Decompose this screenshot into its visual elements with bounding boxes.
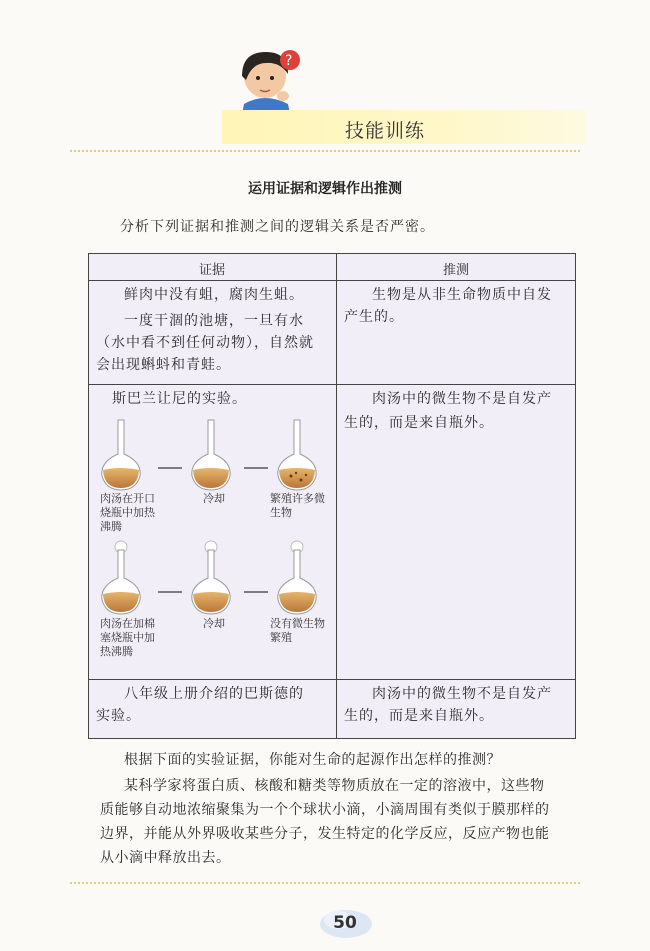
flask-open-microbes: [278, 420, 316, 490]
evidence-line: 会出现蝌蚪和青蛙。: [96, 357, 231, 373]
inference-line: 产生的。: [344, 309, 404, 325]
page-section-label: 技能训练: [345, 120, 426, 142]
caption-line: 肉汤在开口: [100, 492, 155, 505]
inference-cell: [344, 388, 570, 434]
caption-line: 沸腾: [100, 520, 122, 533]
svg-text:?: ?: [285, 53, 293, 69]
table-row-rule: [88, 384, 576, 385]
intro-text: 分析下列证据和推测之间的逻辑关系是否严密。: [120, 219, 435, 235]
page-number: 50: [333, 913, 357, 933]
inference-line: 肉汤中的微生物不是自发产: [372, 391, 552, 407]
flask-stoppered-cooling: [192, 541, 230, 614]
caption-line: 冷却: [203, 617, 225, 630]
inference-line: 生的，而是来自瓶外。: [344, 708, 494, 724]
open-flask-experiment-diagram: [96, 418, 332, 492]
caption-line: 生物: [270, 506, 292, 519]
stoppered-flask-experiment-diagram: [96, 540, 332, 616]
caption-line: 冷却: [203, 492, 225, 505]
body-line: 从小滴中释放出去。: [100, 850, 231, 866]
caption-line: 肉汤在加棉: [100, 617, 155, 630]
evidence-title: 斯巴兰让尼的实验。: [112, 391, 247, 407]
evidence-line: 实验。: [96, 708, 141, 724]
body-paragraph: [100, 774, 570, 870]
caption-open-boil: [100, 492, 155, 534]
evidence-line: 鲜肉中没有蛆，腐肉生蛆。: [124, 287, 304, 303]
caption-line: 塞烧瓶中加: [100, 631, 155, 644]
flask-stoppered-boiling: [102, 541, 140, 614]
body-line: 边界，并能从外界吸收某些分子，发生特定的化学反应，反应产物也能: [100, 826, 550, 842]
caption-stoppered-cool: [203, 617, 225, 631]
table-column-divider: [336, 253, 337, 739]
caption-line: 热沸腾: [100, 645, 133, 658]
flask-open-cooling: [192, 420, 230, 490]
header-divider: [70, 150, 580, 152]
caption-line: 没有微生物: [270, 617, 325, 630]
inference-line: 生的，而是来自瓶外。: [344, 415, 494, 431]
inference-cell: [344, 683, 570, 727]
caption-stoppered-boil: [100, 617, 155, 659]
table-header-evidence: 证据: [198, 263, 225, 278]
inference-cell: [344, 284, 570, 328]
table-header-inference: 推测: [442, 263, 469, 278]
inference-line: 生物是从非生命物质中自发: [372, 287, 552, 303]
question-text: 根据下面的实验证据，你能对生命的起源作出怎样的推测？: [124, 752, 501, 768]
caption-stoppered-result: [270, 617, 325, 645]
body-line: 质能够自动地浓缩聚集为一个个球状小滴，小滴周围有类似于膜那样的: [100, 802, 550, 818]
caption-line: 烧瓶中加热: [100, 506, 155, 519]
inference-line: 肉汤中的微生物不是自发产: [372, 686, 552, 702]
evidence-cell: [96, 284, 332, 376]
footer-divider: [70, 882, 580, 884]
flask-open-boiling: [102, 420, 140, 490]
body-line: 某科学家将蛋白质、核酸和糖类等物质放在一定的溶液中，这些物: [124, 778, 545, 794]
flask-stoppered-clear: [278, 541, 316, 614]
evidence-line: 八年级上册介绍的巴斯德的: [124, 686, 304, 702]
caption-open-cool: [203, 492, 225, 506]
page-title: 运用证据和逻辑作出推测: [248, 181, 402, 197]
evidence-line: （水中看不到任何动物），自然就: [96, 335, 314, 351]
evidence-line: 一度干涸的池塘，一旦有水: [124, 313, 304, 329]
table-row-rule: [88, 679, 576, 680]
caption-line: 繁殖: [270, 631, 292, 644]
evidence-cell: [96, 683, 332, 727]
caption-open-result: [270, 492, 325, 520]
caption-line: 繁殖许多微: [270, 492, 325, 505]
table-header-rule: [88, 280, 576, 281]
